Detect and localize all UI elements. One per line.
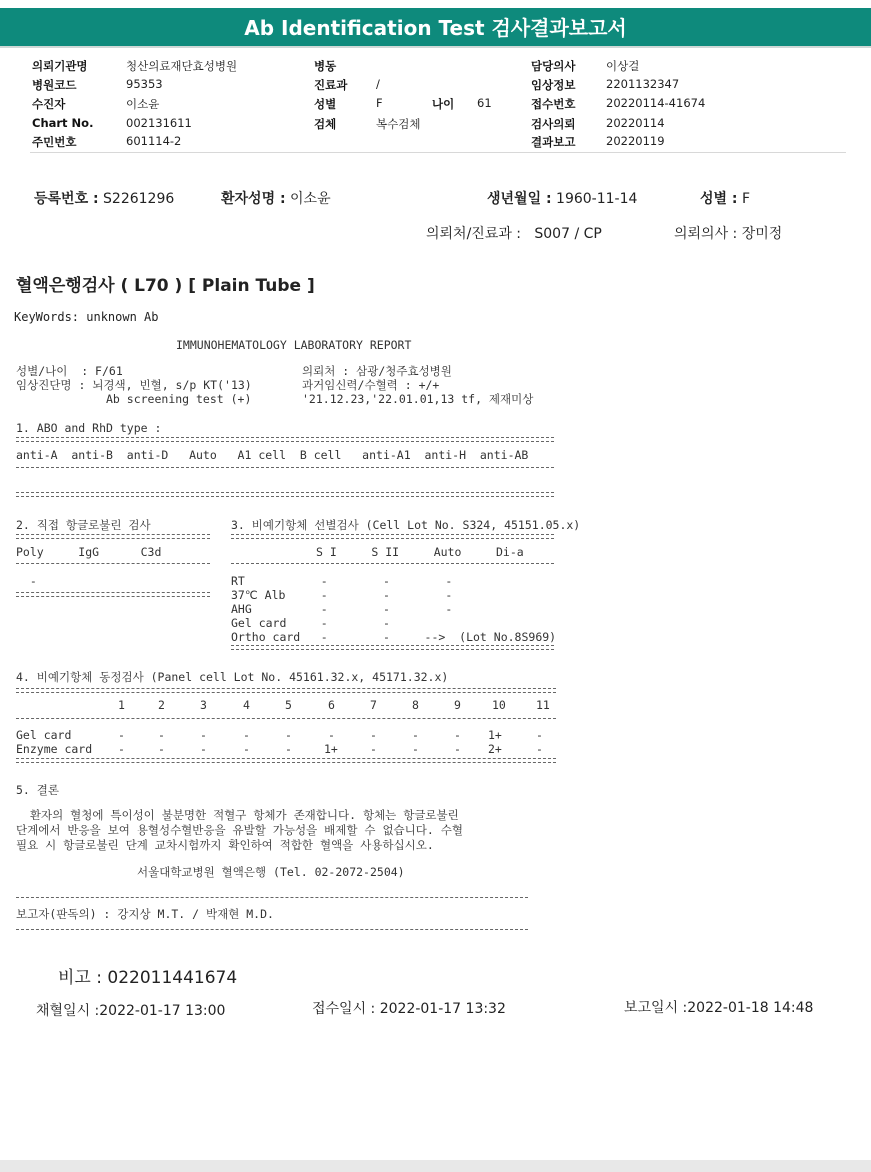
sec4-cell: 1+ (324, 742, 338, 756)
sec4-row-label: Enzyme card (16, 742, 93, 756)
sec4-cell: - (536, 742, 543, 756)
sec4-cell: - (243, 728, 250, 742)
info-divider (30, 152, 846, 153)
info-department-value: / (376, 77, 380, 91)
sec3-row-values: - - - (293, 588, 453, 602)
name-label: 환자성명 : (221, 191, 286, 207)
sec3-title: 3. 비예기항체 선별검사 (Cell Lot No. S324, 45151.05.x) (231, 518, 581, 532)
sec1-title: 1. ABO and RhD type : (16, 421, 162, 435)
sec4-column-header: 11 (536, 698, 550, 712)
info-hospital-code-value: 95353 (126, 77, 163, 91)
sec4-cell: - (370, 728, 377, 742)
sec4-cell: - (118, 742, 125, 756)
info-label: 임상정보 (531, 78, 576, 92)
sec2-rule (16, 563, 210, 564)
sec3-row-label: AHG (231, 602, 252, 616)
info-label: 의뢰기관명 (32, 59, 88, 73)
patient-reg (34, 188, 174, 208)
sec4-column-header: 9 (454, 698, 461, 712)
sec4-cell: - (412, 728, 419, 742)
sec1-end-rule (16, 492, 554, 497)
info-request-date-value: 20220114 (606, 116, 665, 130)
info-doctor-value: 이상걸 (606, 59, 640, 73)
sec2-end-rule (16, 592, 210, 597)
report-title: Ab Identification Test 검사결과보고서 (244, 16, 627, 40)
sec4-cell: 2+ (488, 742, 502, 756)
bottom-strip (0, 1160, 871, 1172)
receive-time (312, 998, 506, 1018)
info-chart-no-value: 002131611 (126, 116, 192, 130)
info-specimen-value: 복수검체 (376, 117, 421, 131)
sec4-cell: - (118, 728, 125, 742)
keywords: KeyWords: unknown Ab (14, 310, 159, 324)
report-meta-left: 성별/나이 : F/61 임상진단명 : 뇌경색, 빈혈, s/p KT('13) Ab screening test (+) (16, 364, 252, 406)
info-department (314, 77, 347, 93)
reporter-bottom-rule (16, 929, 528, 930)
sec3-row-label: Gel card (231, 616, 287, 630)
info-accession-value: 20220114-41674 (606, 96, 706, 110)
sec4-cell: - (370, 742, 377, 756)
sec4-column-header: 1 (118, 698, 125, 712)
info-doctor (531, 58, 575, 74)
sec4-end-rule (16, 758, 556, 763)
info-label: 접수번호 (531, 97, 576, 111)
reg-label: 등록번호 : (34, 191, 99, 207)
note-label: 비고 : (58, 968, 102, 988)
sec4-cell: - (158, 728, 165, 742)
info-resident-no-value: 601114-2 (126, 134, 182, 148)
sec4-row-label: Gel card (16, 728, 72, 742)
info-hospital-name-value: 청산의료재단효성병원 (126, 59, 238, 73)
sec4-rule (16, 718, 556, 719)
sec3-row-values: - - - (293, 602, 453, 616)
report-time-label: 보고일시 : (624, 1000, 688, 1016)
info-age-value: 61 (477, 96, 492, 110)
sec2-value: - (16, 574, 37, 588)
sec1-header: anti-A anti-B anti-D Auto A1 cell B cell anti-A1 anti-H anti-AB (16, 448, 529, 462)
info-patient (32, 96, 65, 112)
name-value: 이소윤 (290, 191, 331, 207)
info-label: 나이 (432, 97, 455, 111)
info-accession (531, 96, 575, 112)
sec4-cell: - (285, 742, 292, 756)
sec3-row-values: - - - (293, 574, 453, 588)
birth-value: 1960-11-14 (556, 191, 638, 207)
sec2-double-rule (16, 534, 210, 539)
info-label: 성별 (314, 97, 337, 111)
info-resident-no (32, 134, 76, 150)
sec3-row-label: Ortho card (231, 630, 301, 644)
birth-label: 생년월일 : (487, 191, 552, 207)
info-label: 수진자 (32, 97, 66, 111)
sec4-cell: - (285, 728, 292, 742)
sec4-cell: - (200, 728, 207, 742)
sec4-cell: - (454, 742, 461, 756)
sec4-column-header: 2 (158, 698, 165, 712)
note (58, 963, 237, 988)
info-label: 주민번호 (32, 135, 77, 149)
sec4-column-header: 4 (243, 698, 250, 712)
info-specimen (314, 116, 336, 132)
info-label: 담당의사 (531, 59, 576, 73)
info-report-date (531, 134, 575, 150)
sec4-column-header: 7 (370, 698, 377, 712)
info-label: 병동 (314, 59, 337, 73)
sec3-rule (231, 563, 554, 564)
conclusion: 환자의 혈청에 특이성이 불분명한 적혈구 항체가 존재합니다. 항체는 항글로불린 단계에서 반응을 보여 용혈성수혈반응을 유발할 가능성을 배제할 수 없습니다. 수혈 필요 시 항글로불린 단계 교차시험까지 확인하여 적합한 혈액을 사용하십시오. (16, 808, 463, 852)
sec4-cell: 1+ (488, 728, 502, 742)
sec3-row-values: - - --> (Lot No.8S969) (293, 630, 557, 644)
doctor-value: 장미정 (741, 226, 783, 242)
sec3-end-rule (231, 645, 554, 650)
info-report-date-value: 20220119 (606, 134, 665, 148)
sec4-cell: - (536, 728, 543, 742)
patient-birth (487, 188, 637, 208)
reporter-top-rule (16, 897, 528, 898)
header-divider (0, 46, 871, 48)
patient-name (221, 188, 331, 208)
sec4-title: 4. 비예기항체 동정검사 (Panel cell Lot No. 45161.32.x, 45171.32.x) (16, 670, 449, 684)
sec3-row-label: RT (231, 574, 245, 588)
sec3-row-label: 37℃ Alb (231, 588, 286, 602)
sec1-rule (16, 467, 554, 468)
report-header (0, 8, 871, 46)
info-hospital-code (32, 77, 76, 93)
sec4-cell: - (200, 742, 207, 756)
info-label: 검사의뢰 (531, 117, 576, 131)
sex-label: 성별 : (700, 191, 738, 207)
info-ward (314, 58, 336, 74)
info-clinical-value: 2201132347 (606, 77, 680, 91)
info-sex (314, 96, 336, 112)
dept-value: S007 / CP (534, 226, 602, 242)
sec5-title: 5. 결론 (16, 783, 59, 797)
sec4-column-header: 8 (412, 698, 419, 712)
info-clinical (531, 77, 575, 93)
sec1-double-rule (16, 437, 554, 442)
info-label: Chart No. (32, 116, 94, 130)
info-label: 병원코드 (32, 78, 77, 92)
doctor-label: 의뢰의사 : (674, 226, 738, 242)
info-age (432, 96, 454, 112)
info-sex-value: F (376, 96, 383, 110)
sec4-column-header: 6 (328, 698, 335, 712)
receive-value: 2022-01-17 13:32 (379, 1001, 506, 1017)
lab-contact: 서울대학교병원 혈액은행 (Tel. 02-2072-2504) (137, 865, 405, 879)
sec4-cell: - (158, 742, 165, 756)
info-hospital-name (32, 58, 88, 74)
info-chart-no (32, 116, 93, 130)
info-label: 검체 (314, 117, 337, 131)
sec4-cell: - (412, 742, 419, 756)
sec4-column-header: 10 (492, 698, 506, 712)
sec3-double-rule (231, 534, 554, 539)
sec4-column-header: 3 (200, 698, 207, 712)
dept-label: 의뢰처/진료과 : (426, 226, 522, 242)
reporter: 보고자(판독의) : 강지상 M.T. / 박재현 M.D. (16, 907, 274, 921)
report-heading: IMMUNOHEMATOLOGY LABORATORY REPORT (176, 338, 412, 352)
sec4-cell: - (328, 728, 335, 742)
patient-sex (700, 188, 750, 208)
sec4-column-header: 5 (285, 698, 292, 712)
patient-dept (426, 223, 602, 243)
note-value: 022011441674 (107, 968, 238, 988)
sec2-header: Poly IgG C3d (16, 545, 162, 559)
info-patient-value: 이소윤 (126, 97, 160, 111)
sec4-cell: - (454, 728, 461, 742)
info-label: 진료과 (314, 78, 348, 92)
sec3-header: S I S II Auto Di-a (316, 545, 524, 559)
sec3-row-values: - - (293, 616, 390, 630)
sec4-double-rule (16, 688, 556, 693)
reg-value: S2261296 (103, 191, 175, 207)
sec4-cell: - (243, 742, 250, 756)
sex-value: F (741, 191, 751, 207)
receive-label: 접수일시 : (312, 1001, 376, 1017)
info-label: 결과보고 (531, 135, 576, 149)
collect-value: 2022-01-17 13:00 (99, 1003, 226, 1019)
collect-label: 채혈일시 : (36, 1003, 100, 1019)
report-time (624, 997, 813, 1017)
patient-doctor (674, 223, 782, 243)
report-meta-right: 의뢰처 : 삼광/청주효성병원 과거임신력/수혈력 : +/+ '21.12.23,'22.01.01,13 tf, 제재미상 (302, 364, 534, 406)
sec2-title: 2. 직접 항글로불린 검사 (16, 518, 151, 532)
test-title: 혈액은행검사 ( L70 ) [ Plain Tube ] (16, 276, 315, 296)
info-request-date (531, 116, 575, 132)
report-time-value: 2022-01-18 14:48 (687, 1000, 814, 1016)
collect-time (36, 1000, 225, 1020)
